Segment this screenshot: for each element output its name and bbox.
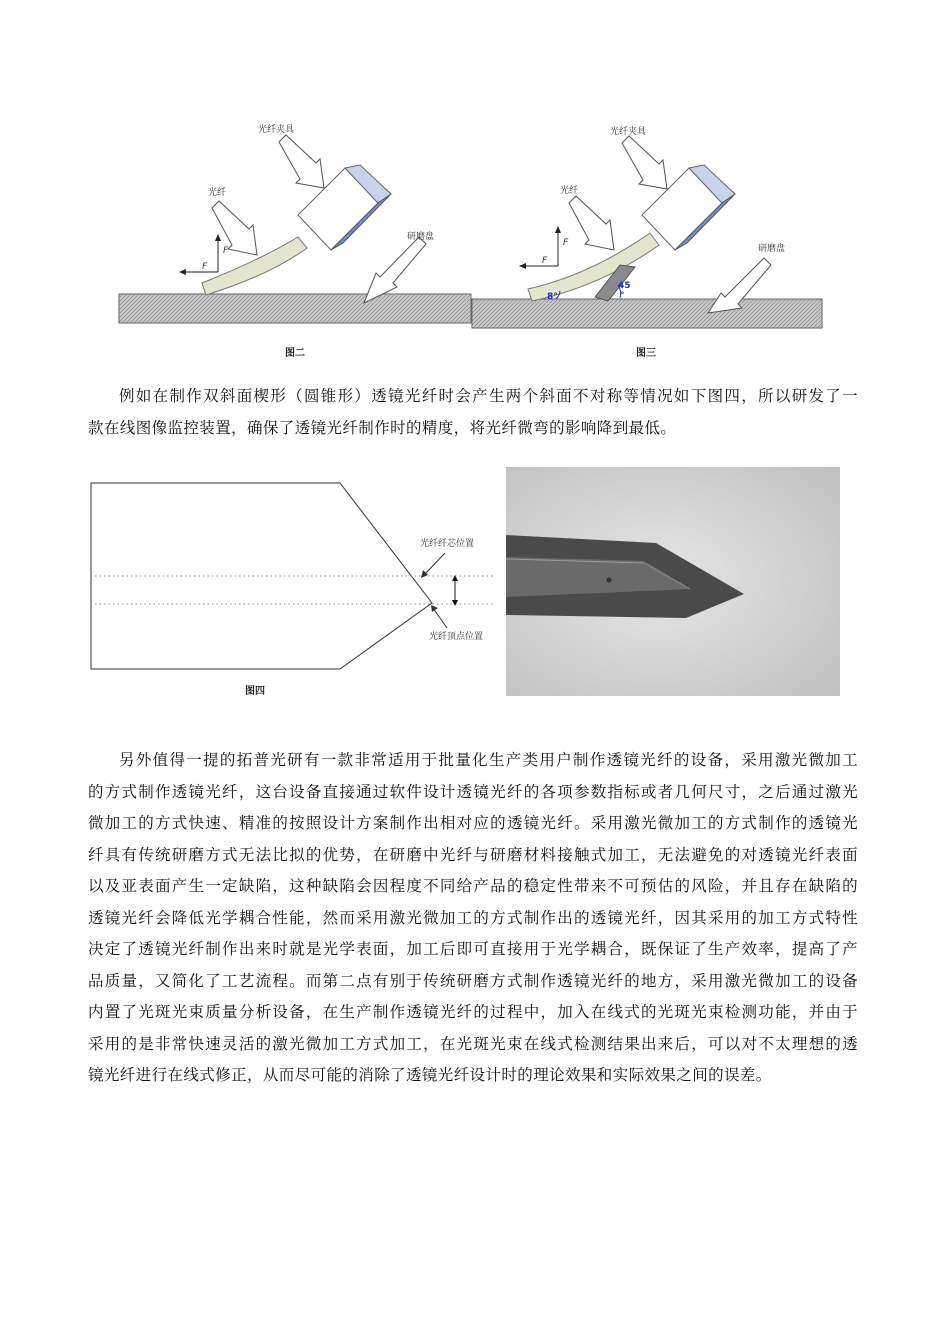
label-force-horizontal: F (202, 262, 208, 272)
paragraph-2-line: 另外值得一提的拓普光研有一款非常适用于批量化生产类用户制作透镜光纤的设备，采用激光微加工 (119, 751, 858, 769)
label-force-horizontal: F (542, 256, 548, 266)
label-angle-small: 8° (547, 292, 558, 302)
double-arrow-up (452, 575, 458, 581)
force-axes (179, 234, 221, 275)
label-force-vertical: F (563, 238, 569, 248)
grinding-disc (119, 294, 471, 323)
label-apex-position: 光纤顶点位置 (429, 632, 484, 642)
paragraph-2-line: 采用的是非常快速灵活的激光微加工方式加工，在光斑光束在线式检测结果出来后，可以对不太理想的透 (88, 1034, 858, 1053)
paragraph-1 (88, 381, 858, 444)
paragraph-2-line: 内置了光斑光束质量分析设备，在生产制作透镜光纤的过程中，加入在线式的光斑光束检测功能，并由于 (88, 1003, 858, 1021)
figure-4-diagram (85, 478, 500, 700)
paragraph-2-line: 透镜光纤会降低光学耦合性能，然而采用激光微加工的方式制作出的透镜光纤，因其采用的加工方式特性 (88, 908, 858, 927)
label-angle-large: 45 (618, 281, 631, 291)
paragraph-1-line: 例如在制作双斜面楔形（圆锥形）透镜光纤时会产生两个斜面不对称等情况如下图四，所以研发了一 (119, 387, 858, 405)
figure-4-photo (506, 467, 840, 696)
paragraph-2-line: 的方式制作透镜光纤，这台设备直接通过软件设计透镜光纤的各项参数指标或者几何尺寸，之后通过激光 (88, 782, 858, 801)
paragraph-2-line: 品质量，又简化了工艺流程。而第二点有别于传统研磨方式制作透镜光纤的地方，采用激光微加工的设备 (88, 971, 858, 990)
paragraph-1-line: 款在线图像监控装置，确保了透镜光纤制作时的精度，将光纤微弯的影响降到最低。 (88, 418, 677, 437)
arrow-fiber-pointer (569, 196, 614, 250)
paragraph-2-line: 以及亚表面产生一定缺陷，这种缺陷会因程度不同给产品的稳定性带来不可预估的风险，并且存在缺陷的 (88, 877, 858, 895)
paragraph-2-line: 镜光纤进行在线式修正，从而尽可能的消除了透镜光纤设计时的理论效果和实际效果之间的误差。 (88, 1066, 772, 1084)
double-arrow-down (452, 600, 458, 606)
paragraph-2-line: 微加工的方式快速、精准的按照设计方案制作出相对应的透镜光纤。采用激光微加工的方式制作的透镜光 (88, 814, 858, 832)
figure-3 (470, 115, 825, 365)
arrow-fiber-pointer (212, 201, 257, 255)
label-force-vertical: F (223, 246, 229, 256)
arrow-clamp-pointer (622, 136, 667, 189)
paragraph-2-line: 决定了透镜光纤制作出来时就是光学表面，加工后即可直接用于光学耦合，既保证了生产效率，提高了产 (88, 940, 858, 958)
arrow-disc-pointer (364, 237, 426, 303)
label-fiber-clamp: 光纤夹具 (258, 125, 295, 135)
figure-2 (110, 115, 480, 365)
paragraph-2 (88, 745, 858, 1092)
arrow-clamp-pointer (279, 135, 324, 188)
label-fiber-clamp: 光纤夹具 (610, 127, 647, 137)
label-core-position: 光纤纤芯位置 (420, 539, 475, 549)
force-axes (519, 226, 561, 269)
caption-fig2: 图二 (285, 348, 305, 359)
label-grinding-disc: 研磨盘 (758, 244, 786, 254)
caption-fig3: 图三 (636, 348, 656, 359)
label-fiber: 光纤 (560, 186, 579, 196)
grinding-disc (472, 299, 822, 328)
paragraph-2-line: 纤具有传统研磨方式无法比拟的优势，在研磨中光纤与研磨材料接触式加工，无法避免的对透镜光纤表面 (88, 845, 858, 864)
caption-fig4: 图四 (245, 686, 265, 697)
label-fiber: 光纤 (208, 188, 227, 198)
label-grinding-disc: 研磨盘 (407, 232, 435, 242)
label-angle-large-unit: ° (620, 291, 625, 301)
